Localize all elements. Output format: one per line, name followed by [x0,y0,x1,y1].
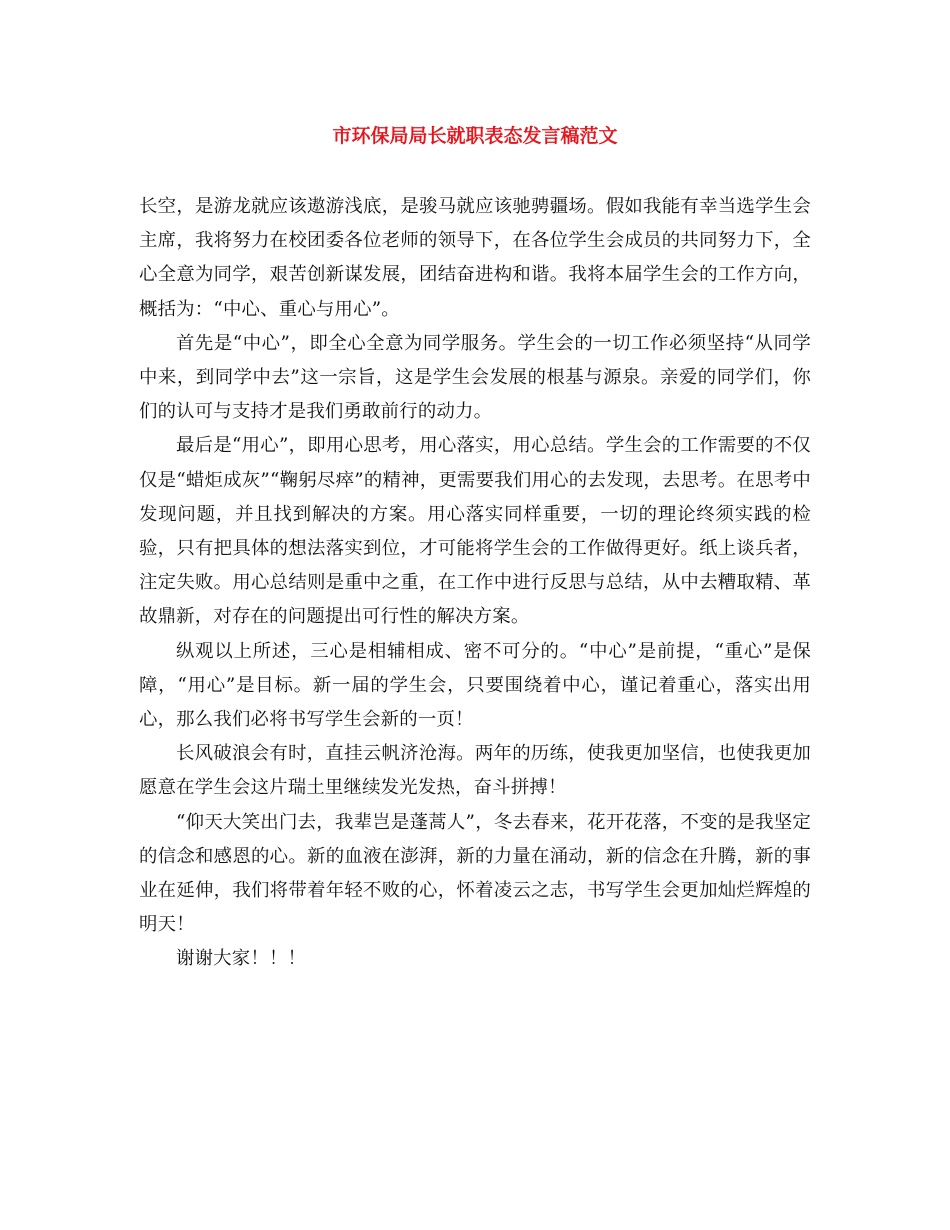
paragraph-5: 长风破浪会有时，直挂云帆济沧海。两年的历练，使我更加坚信，也使我更加愿意在学生会这片瑞土里继续发光发热，奋斗拼搏！ [139,743,811,799]
paragraph-3: 最后是“用心”，即用心思考，用心落实，用心总结。学生会的工作需要的不仅仅是“蜡炬成灰”“鞠躬尽瘁”的精神，更需要我们用心的去发现，去思考。在思考中发现问题，并且找到解决的方案。用心落实同样重要，一切的理论终须实践的检验，只有把具体的想法落实到位，才可能将学生会的工作做得更好。纸上谈兵者，注定失败。用心总结则是重中之重，在工作中进行反思与总结，从中去糟取精、革故鼎新，对存在的问题提出可行性的解决方案。 [139,435,811,628]
paragraph-4: 纵观以上所述，三心是相辅相成、密不可分的。“中心”是前提，“重心”是保障，“用心”是目标。新一届的学生会，只要围绕着中心，谨记着重心，落实出用心，那么我们必将书写学生会新的一页！ [139,640,811,731]
document-body [139,190,811,977]
paragraph-6: “仰天大笑出门去，我辈岂是蓬蒿人”，冬去春来，花开花落，不变的是我坚定的信念和感恩的心。新的血液在澎湃，新的力量在涌动，新的信念在升腾，新的事业在延伸，我们将带着年轻不败的心，怀着凌云之志，书写学生会更加灿烂辉煌的明天！ [139,811,811,936]
document-title: 市环保局局长就职表态发言稿范文 [332,125,618,147]
paragraph-7: 谢谢大家！！！ [176,948,307,970]
paragraph-2: 首先是“中心”，即全心全意为同学服务。学生会的一切工作必须坚持“从同学中来，到同学中去”这一宗旨，这是学生会发展的根基与源泉。亲爱的同学们，你们的认可与支持才是我们勇敢前行的动力。 [139,332,811,423]
paragraph-1: 长空，是游龙就应该遨游浅底，是骏马就应该驰骋疆场。假如我能有幸当选学生会主席，我将努力在校团委各位老师的领导下，在各位学生会成员的共同努力下，全心全意为同学，艰苦创新谋发展，团结奋进构和谐。我将本届学生会的工作方向，概括为：“中心、重心与用心”。 [139,196,811,320]
